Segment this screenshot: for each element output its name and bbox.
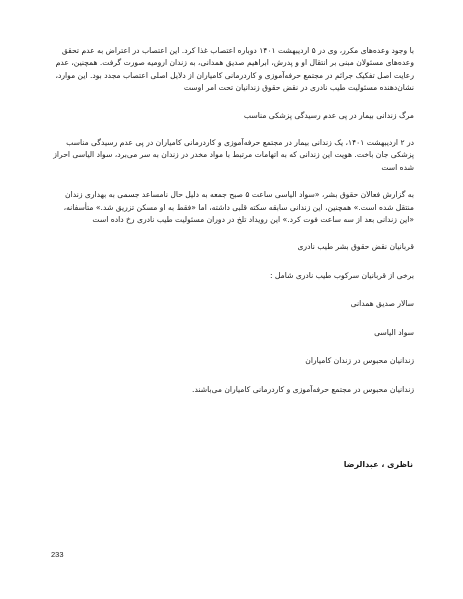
- section-heading-prisoner-death: مرگ زندانی بیمار در پی عدم رسیدگی پزشکی مناسب: [243, 110, 414, 120]
- page-number: 233: [51, 550, 64, 559]
- victims-intro: برخی از قربانیان سرکوب طیب نادری شامل :: [269, 270, 414, 280]
- victim-item: سالار صدیق همدانی: [350, 299, 414, 309]
- body-text: [52, 45, 414, 412]
- victim-item: زندانیان محبوس در زندان کامیاران: [305, 356, 414, 366]
- paragraph-prisoner-death: در ۲ اردیبهشت ۱۴۰۱، یک زندانی بیمار در مجتمع حرفه‌آموزی و کاردرمانی کامیاران در پی عدم رسیدگی مناسب پزشکی جان باخت. هویت این زندانی که به اتهامات مرتبط با مواد مخدر در زندان به سر می‌برد، سواد الیاسی احراز شده است: [53, 138, 414, 172]
- paragraph-hunger-strike: با وجود وعده‌های مکرر، وی در ۵ اردیبهشت ۱۴۰۱ دوباره اعتصاب غذا کرد. این اعتصاب در اعتراض به عدم تحقق وعده‌های مسئولان مبنی بر انتقال او و پدرش، ابراهیم صدیق همدانی، به زندان ارومیه صورت گرفت. همچنین، عدم رعایت اصل تفکیک جرائم در مجتمع حرفه‌آموزی و کاردرمانی کامیاران از دلایل اصلی اعتصاب مجدد بود. این موارد، نشان‌دهنده مسئولیت طیب نادری در نقض حقوق زندانیان تحت امر اوست: [55, 46, 414, 93]
- section-heading-victims: قربانیان نقض حقوق بشر طیب نادری: [297, 242, 414, 252]
- paragraph-activist-report: به گزارش فعالان حقوق بشر، «سواد الیاسی ساعت ۵ صبح جمعه به دلیل حال نامساعد جسمی به بهداری زندان منتقل شده است.» همچنین، این زندانی سابقه سکته قلبی داشته، اما «فقط به او مسکن تزریق شد.» متأسفانه، «این زندانی بعد از سه ساعت فوت کرد.» این رویداد تلخ در دوران مسئولیت طیب نادری رخ داده است: [63, 190, 414, 225]
- victim-item: سواد الیاسی: [374, 327, 414, 337]
- author-name: ناظری ، عبدالرضا: [343, 460, 413, 469]
- victim-item: زندانیان محبوس در مجتمع حرفه‌آموزی و کاردرمانی کامیاران می‌باشند.: [192, 384, 414, 394]
